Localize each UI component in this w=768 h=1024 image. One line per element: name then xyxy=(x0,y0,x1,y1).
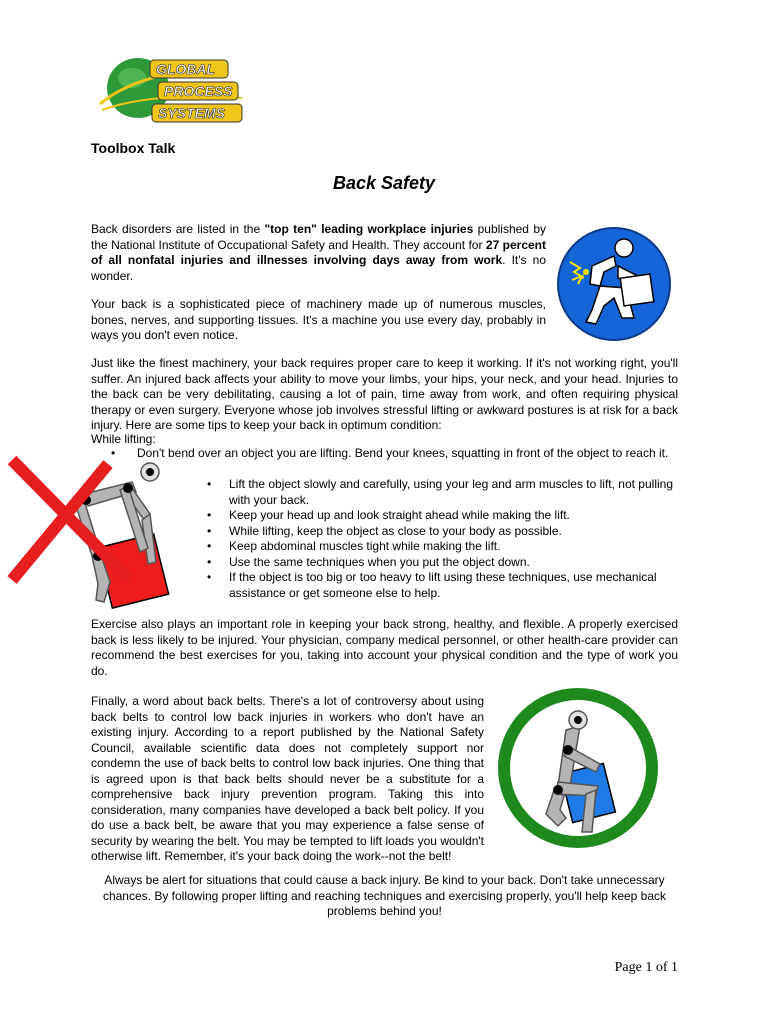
bullet-marker: • xyxy=(207,508,212,522)
list-item xyxy=(207,555,678,571)
tip-text: Lift the object slowly and carefully, using your leg and arm muscles to lift, not pulling with your back. xyxy=(229,477,673,507)
list-item xyxy=(207,508,678,524)
intro-bold-1: "top ten" leading workplace injuries xyxy=(264,222,474,236)
bullet-marker: • xyxy=(111,446,116,460)
incorrect-lifting-icon xyxy=(0,452,200,612)
logo-word-3: SYSTEMS xyxy=(158,105,225,121)
paragraph-care: Just like the finest machinery, your back requires proper care to keep it working. If it's not working right, you'll suffer. An injured back affects your ability to move your limbs, your hips, your neck, and your head. Injuries to the back can be very debilitating, causing a lot of pain, time away from work, and often requiring physical therapy or even surgery. Everyone whose job involves stressful lifting or awkward postures is at risk for a back injury. Here are some tips to keep your back in optimum condition: xyxy=(91,356,678,432)
closing-paragraph: Always be alert for situations that could cause a back injury. Be kind to your back. Don't take unnecessary chances. By following proper lifting and reaching techniques and exercising properly, you'll help keep back problems behind you! xyxy=(102,873,667,918)
tip-text: Use the same techniques when you put the object down. xyxy=(229,554,530,569)
back-pain-lifting-sign-icon xyxy=(556,226,672,342)
correct-lifting-icon xyxy=(496,686,660,850)
intro-paragraph xyxy=(91,222,546,284)
lifting-tips-list xyxy=(207,477,678,601)
page-title: Back Safety xyxy=(332,173,436,193)
tip-text: While lifting, keep the object as close to your body as possible. xyxy=(229,523,562,538)
intro-bold-2: 27 percent of all nonfatal injuries and illnesses involving days away from work xyxy=(91,237,546,267)
tip-text: Don't bend over an object you are lifting. Bend your knees, squatting in front of the object to reach it. xyxy=(137,446,669,460)
list-item xyxy=(207,477,678,508)
globe-logo-icon xyxy=(92,52,248,132)
paragraph-exercise: Exercise also plays an important role in keeping your back strong, healthy, and flexible. A properly exercised back is less likely to be injured. Your physician, company medical personnel, or other health-care provider can recommend the best exercises for you, taking into account your physical condition and the type of work you do. xyxy=(91,617,678,678)
incorrect-lifting-illustration xyxy=(0,452,200,612)
correct-lifting-illustration xyxy=(496,686,660,850)
list-item xyxy=(207,539,678,555)
bullet-marker: • xyxy=(207,554,212,569)
tip-text: If the object is too big or too heavy to lift using these techniques, use mechanical assistance or get someone else to help. xyxy=(229,570,657,600)
logo-word-1: GLOBAL xyxy=(156,61,216,77)
back-pain-illustration xyxy=(556,226,672,342)
paragraph-back-belts: Finally, a word about back belts. There's a lot of controversy about using back belts to control low back injuries in workers who don't have an existing injury. According to a report published by the National Safety Council, available scientific data does not completely support nor condemn the use of back belts to control low back injuries. One thing that is agreed upon is that back belts should never be a substitute for a comprehensive back injury prevention program. Taking this into consideration, many companies have developed a back belt policy. If you do use a back belt, be aware that you may experience a false sense of security by wearing the belt. You may be tempted to lift loads you wouldn't otherwise lift. Remember, it's your back doing the work--not the belt! xyxy=(91,694,484,863)
intro-text-1: Back disorders are listed in the xyxy=(91,222,265,236)
bullet-marker: • xyxy=(207,477,212,491)
tip-text: Keep abdominal muscles tight while making the lift. xyxy=(229,539,501,553)
bullet-marker: • xyxy=(207,523,212,538)
bullet-marker: • xyxy=(207,570,212,584)
bullet-marker: • xyxy=(207,539,212,553)
page-number: Page 1 of 1 xyxy=(614,960,678,975)
document-label: Toolbox Talk xyxy=(91,140,176,156)
paragraph-machinery: Your back is a sophisticated piece of machinery made up of numerous muscles, bones, nerves, and supporting tissues. It's a machine you use every day, probably in ways you don't even notice. xyxy=(91,297,546,342)
list-item xyxy=(207,524,678,540)
company-logo xyxy=(92,52,248,132)
while-lifting-label: While lifting: xyxy=(91,432,156,446)
logo-word-2: PROCESS xyxy=(164,83,233,99)
tip-text: Keep your head up and look straight ahead while making the lift. xyxy=(229,508,570,522)
list-item xyxy=(207,570,678,601)
intro-text-3: . It's no wonder. xyxy=(91,253,547,283)
intro-text-2: published by the National Institute of Occupational Safety and Health. They account for xyxy=(91,222,547,252)
